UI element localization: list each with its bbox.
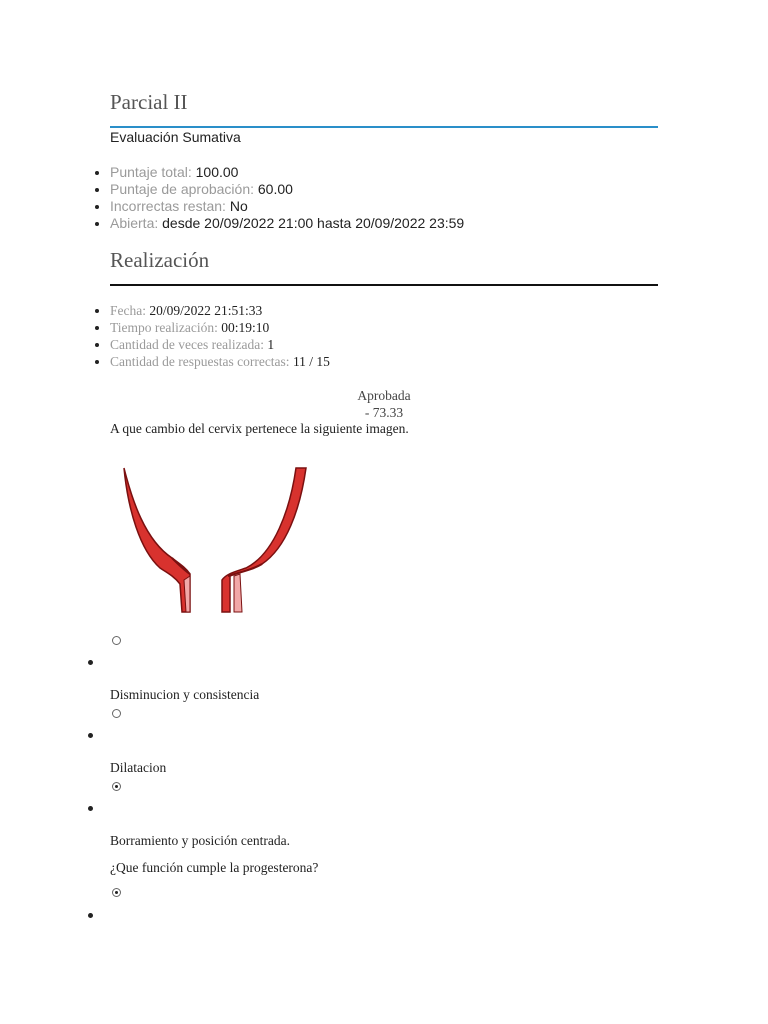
question-1-text: A que cambio del cervix pertenece la siguiente imagen. bbox=[110, 421, 409, 436]
realizacion-label: Tiempo realización: bbox=[110, 320, 222, 335]
summary-value: desde 20/09/2022 21:00 hasta 20/09/2022 23:59 bbox=[162, 215, 465, 231]
title-underline bbox=[110, 126, 658, 128]
realizacion-label: Fecha: bbox=[110, 303, 150, 318]
list-bullet bbox=[88, 733, 93, 738]
cervix-left-wall bbox=[124, 468, 190, 612]
section-title-realizacion: Realización bbox=[110, 248, 210, 272]
cervix-canal-right-edge bbox=[228, 564, 262, 576]
realizacion-label: Cantidad de respuestas correctas: bbox=[110, 354, 293, 369]
list-bullet bbox=[88, 913, 93, 918]
option-radio-3[interactable] bbox=[112, 782, 121, 791]
summary-item bbox=[110, 198, 464, 215]
summary-label: Incorrectas restan: bbox=[110, 198, 230, 214]
question-2-text: ¿Que función cumple la progesterona? bbox=[110, 860, 319, 875]
list-bullet bbox=[88, 660, 93, 665]
summary-label: Abierta: bbox=[110, 215, 163, 231]
option-radio-1[interactable] bbox=[112, 636, 121, 645]
realizacion-value: 00:19:10 bbox=[221, 320, 270, 335]
cervix-diagram-image bbox=[110, 460, 320, 620]
list-bullet bbox=[88, 806, 93, 811]
realizacion-value: 20/09/2022 21:51:33 bbox=[149, 303, 263, 318]
page-title: Parcial II bbox=[110, 90, 188, 114]
option-label-2: Dilatacion bbox=[110, 760, 167, 775]
option-label-1: Disminucion y consistencia bbox=[110, 687, 260, 702]
summary-label: Puntaje total: bbox=[110, 164, 196, 180]
summary-label: Puntaje de aprobación: bbox=[110, 181, 258, 197]
page-subtitle: Evaluación Sumativa bbox=[110, 129, 241, 145]
summary-item bbox=[110, 215, 464, 232]
section-divider bbox=[110, 284, 658, 286]
q2-option-radio-1[interactable] bbox=[112, 888, 121, 897]
cervix-right-inner bbox=[234, 574, 242, 612]
realizacion-item bbox=[110, 353, 330, 370]
summary-item bbox=[110, 164, 464, 181]
summary-value: No bbox=[229, 198, 248, 214]
realizacion-list bbox=[90, 302, 330, 370]
summary-list bbox=[90, 164, 464, 232]
realizacion-label: Cantidad de veces realizada: bbox=[110, 337, 268, 352]
realizacion-item bbox=[110, 336, 330, 353]
realizacion-item bbox=[110, 302, 330, 319]
option-label-3: Borramiento y posición centrada. bbox=[110, 833, 290, 848]
realizacion-value: 1 bbox=[267, 337, 275, 352]
result-score: - 73.33 bbox=[364, 405, 404, 420]
option-radio-2[interactable] bbox=[112, 709, 121, 718]
realizacion-value: 11 / 15 bbox=[292, 354, 330, 369]
summary-value: 60.00 bbox=[257, 181, 293, 197]
summary-item bbox=[110, 181, 464, 198]
realizacion-item bbox=[110, 319, 330, 336]
result-status: Aprobada bbox=[357, 388, 411, 403]
summary-value: 100.00 bbox=[195, 164, 239, 180]
